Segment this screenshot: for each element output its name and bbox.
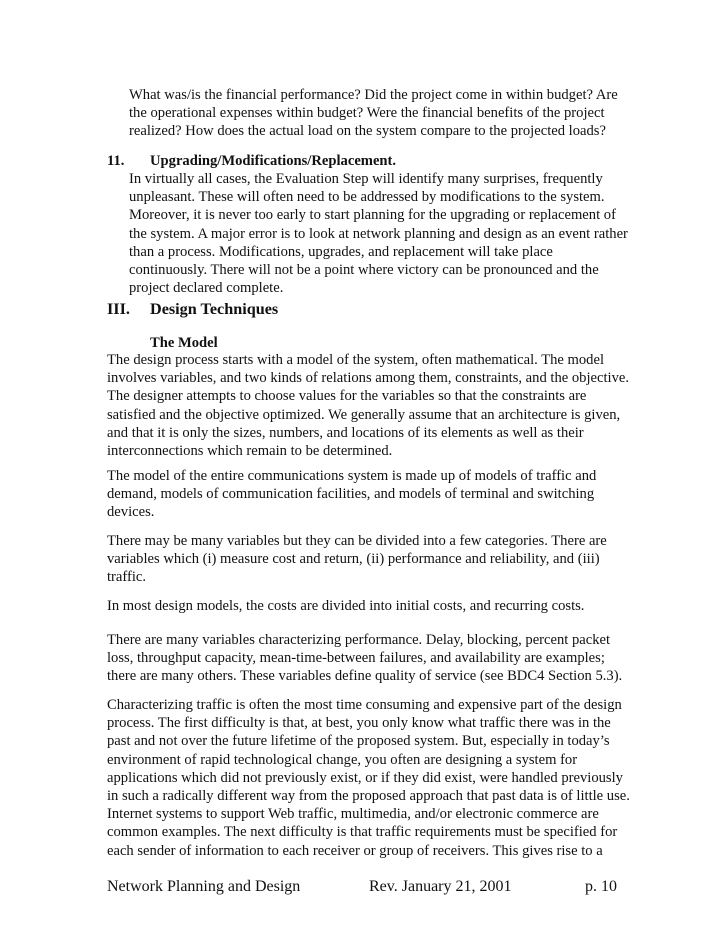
text-line: demand, models of communication facilities, and models of terminal and switching <box>107 486 595 503</box>
text-line: there are many others. These variables define quality of service (see BDC4 Section 5.3). <box>107 668 623 685</box>
footer-title: Network Planning and Design <box>107 878 301 895</box>
text-line: realized? How does the actual load on the system compare to the projected loads? <box>129 123 606 140</box>
text-line: What was/is the financial performance? Did the project come in within budget? Are <box>129 87 618 103</box>
text-line: than a process. Modifications, upgrades, and replacement will take place <box>129 243 553 260</box>
text-line: In most design models, the costs are divided into initial costs, and recurring costs. <box>107 598 585 614</box>
text-line: the system. A major error is to look at network planning and design as an event rather <box>129 225 628 242</box>
paragraph-model <box>107 351 629 460</box>
footer-revision: Rev. January 21, 2001 <box>369 878 512 895</box>
text-line: Moreover, it is never too early to start planning for the upgrading or replacement of <box>129 207 616 224</box>
text-line: There are many variables characterizing performance. Delay, blocking, percent packet <box>107 632 611 648</box>
text-line: In virtually all cases, the Evaluation Step will identify many surprises, frequently <box>129 171 603 187</box>
text-line: process. The first difficulty is that, at best, you only know what traffic there was in the <box>107 715 611 732</box>
text-line: applications which did not previously exist, or if they did exist, were handled previously <box>107 769 623 786</box>
text-line: project declared complete. <box>129 280 284 297</box>
text-line: common examples. The next difficulty is that traffic requirements must be specified for <box>107 824 618 841</box>
item-11-number: 11. <box>107 153 125 169</box>
section-number: III. <box>107 300 130 318</box>
text-line: traffic. <box>107 569 147 586</box>
text-line: variables which (i) measure cost and return, (ii) performance and reliability, and (iii) <box>107 551 600 568</box>
section-title: Design Techniques <box>150 300 279 318</box>
text-line: The design process starts with a model of the system, often mathematical. The model <box>107 352 605 368</box>
text-line: environment of rapid technological change, you often are designing a system for <box>107 751 578 768</box>
item-11-paragraph <box>129 170 628 297</box>
item-11-heading: Upgrading/Modifications/Replacement. <box>150 153 397 169</box>
text-line: loss, throughput capacity, mean-time-between failures, and availability are examples; <box>107 650 605 667</box>
intro-paragraph <box>129 86 618 141</box>
text-line: interconnections which remain to be determined. <box>107 443 393 460</box>
text-line: Internet systems to support Web traffic, multimedia, and/or electronic commerce are <box>107 806 599 823</box>
text-line: devices. <box>107 504 155 521</box>
text-line: in such a radically different way from the proposed approach that past data is of little use. <box>107 788 630 805</box>
text-line: satisfied and the objective optimized. We generally assume that an architecture is given, <box>107 406 621 423</box>
text-line: There may be many variables but they can be divided into a few categories. There are <box>107 533 607 549</box>
paragraph-traffic <box>107 696 630 860</box>
paragraph-variables <box>107 532 607 587</box>
subsection-title: The Model <box>150 335 218 351</box>
text-line: each sender of information to each receiver or group of receivers. This gives rise to a <box>107 842 603 859</box>
text-line: Characterizing traffic is often the most time consuming and expensive part of the design <box>107 697 622 713</box>
text-line: continuously. There will not be a point where victory can be pronounced and the <box>129 262 599 279</box>
text-line: unpleasant. These will often need to be addressed by modifications to the system. <box>129 189 605 206</box>
text-line: the operational expenses within budget? Were the financial benefits of the project <box>129 105 605 122</box>
text-line: past and not over the future lifetime of the proposed system. But, especially in today’s <box>107 733 610 750</box>
paragraph-costs <box>107 597 584 615</box>
text-line: The model of the entire communications system is made up of models of traffic and <box>107 468 597 484</box>
paragraph-performance <box>107 631 622 686</box>
paragraph-system-models <box>107 467 596 522</box>
text-line: The designer attempts to choose values for the variables so that the constraints are <box>107 388 587 405</box>
text-line: involves variables, and two kinds of relations among them, constraints, and the objective. <box>107 370 630 387</box>
footer-page-number: p. 10 <box>585 878 617 895</box>
text-line: and that it is only the sizes, numbers, and locations of its elements as well as their <box>107 424 584 441</box>
